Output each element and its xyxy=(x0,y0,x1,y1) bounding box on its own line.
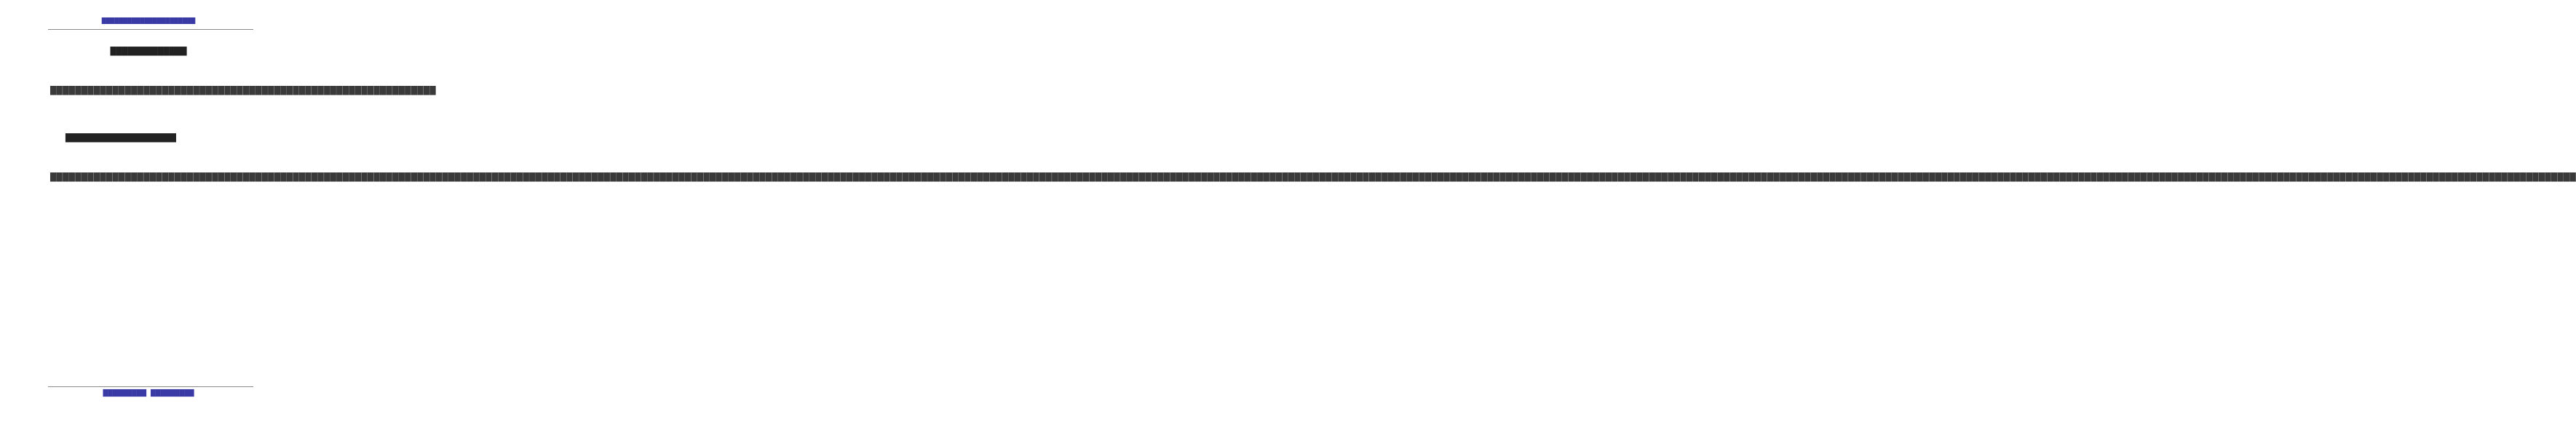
body-paragraph xyxy=(50,155,2576,185)
section-heading: ███████████████████ xyxy=(66,134,176,143)
footer xyxy=(0,390,297,397)
intro-paragraph-text: ██████████████████████████████████████████████████████████████ xyxy=(50,86,436,95)
footer-divider xyxy=(48,386,253,387)
footer-qq-right: █████████ xyxy=(151,390,194,397)
header-divider xyxy=(48,29,253,30)
body-paragraph-text: ██████████████████████████████████████████████████████████████████████████████████████████████████████████████████████████████████████████████████████████████████████████████████████████████████████████████████████████████████████████████████████████████████████████████████████████████████████████████████████████████████████████████████████████████████████████████████████████████████████████████████████ xyxy=(50,172,2576,182)
intro-paragraph xyxy=(50,68,436,98)
header-banner: ██████████████████████ xyxy=(101,17,196,24)
document-title: █████████████ xyxy=(110,47,187,56)
footer-qq-left: █████████ xyxy=(103,390,146,397)
